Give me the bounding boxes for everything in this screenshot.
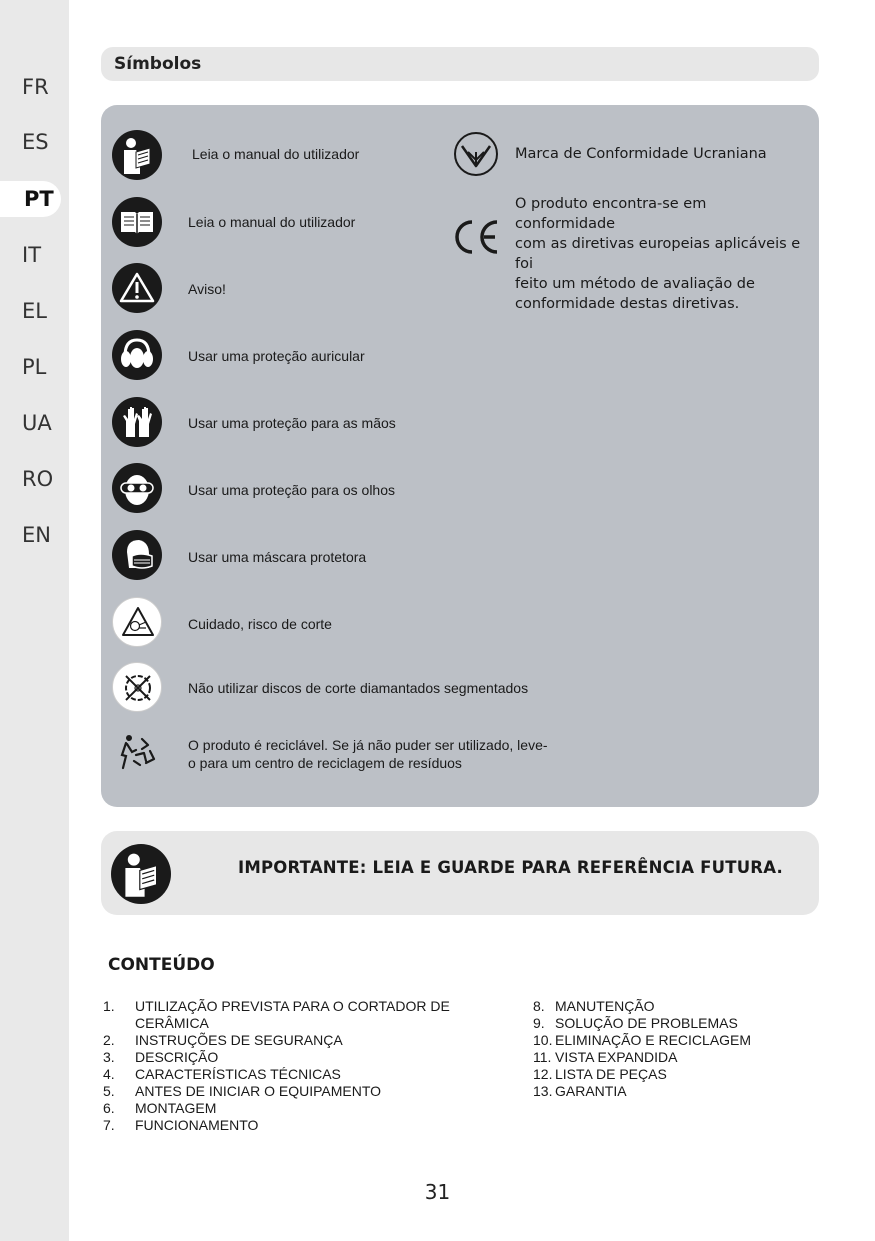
toc-text: SOLUÇÃO DE PROBLEMAS: [555, 1015, 738, 1031]
eye-protection-goggles-icon: [112, 463, 162, 513]
toc-number: 8.: [533, 998, 545, 1014]
symbol-label: Cuidado, risco de corte: [188, 616, 332, 632]
read-manual-person-icon: [111, 844, 171, 904]
toc-number: 5.: [103, 1083, 115, 1099]
toc-number: 9.: [533, 1015, 545, 1031]
toc-item[interactable]: [103, 1083, 483, 1100]
toc-item[interactable]: [533, 1015, 823, 1032]
symbol-label: Usar uma proteção para as mãos: [188, 415, 396, 431]
section-title: Símbolos: [101, 47, 819, 81]
ce-mark-line: feito um método de avaliação de: [515, 276, 755, 292]
toc-item[interactable]: [103, 1066, 483, 1083]
toc-number: 4.: [103, 1066, 115, 1082]
lang-tab-pt[interactable]: PT: [0, 181, 61, 217]
toc-text: INSTRUÇÕES DE SEGURANÇA: [135, 1032, 343, 1048]
toc-number: 13.: [533, 1083, 553, 1099]
lang-tab-en[interactable]: EN: [22, 523, 51, 547]
toc-number: 10.: [533, 1032, 553, 1048]
lang-tab-el[interactable]: EL: [22, 299, 47, 323]
toc-text: CARACTERÍSTICAS TÉCNICAS: [135, 1066, 341, 1082]
open-book-icon: [112, 197, 162, 247]
toc-number: 12.: [533, 1066, 553, 1082]
symbols-panel: [101, 105, 819, 807]
toc-number: 6.: [103, 1100, 115, 1116]
toc-left-column: [103, 998, 483, 1134]
toc-number: 2.: [103, 1032, 115, 1048]
symbol-label: Leia o manual do utilizador: [192, 146, 360, 162]
warning-triangle-icon: [112, 263, 162, 313]
lang-tab-es[interactable]: ES: [22, 130, 49, 154]
toc-item[interactable]: [533, 1066, 823, 1083]
ear-protection-icon: [112, 330, 162, 380]
lang-tab-fr[interactable]: FR: [22, 75, 49, 99]
toc-text: DESCRIÇÃO: [135, 1049, 219, 1065]
cutting-hazard-icon: [112, 597, 162, 647]
ce-mark-description: [515, 194, 811, 314]
toc-number: 7.: [103, 1117, 115, 1133]
language-sidebar: [0, 0, 69, 1241]
contents-title: CONTEÚDO: [108, 955, 215, 975]
recycle-icon: [112, 727, 162, 777]
toc-number: 1.: [103, 998, 115, 1014]
symbol-label: Leia o manual do utilizador: [188, 214, 356, 230]
toc-number: 11.: [533, 1049, 552, 1065]
toc-text: VISTA EXPANDIDA: [555, 1049, 678, 1065]
toc-item[interactable]: [103, 1117, 483, 1134]
toc-text: MANUTENÇÃO: [555, 998, 655, 1014]
read-manual-person-icon: [112, 130, 162, 180]
important-notice: [101, 831, 819, 915]
toc-item[interactable]: [533, 1049, 823, 1066]
toc-text: FUNCIONAMENTO: [135, 1117, 259, 1133]
symbol-label-line: O produto é reciclável. Se já não puder ser utilizado, leve-: [188, 737, 548, 753]
important-text: IMPORTANTE: LEIA E GUARDE PARA REFERÊNCIA FUTURA.: [238, 858, 783, 877]
toc-item[interactable]: [533, 1083, 823, 1100]
toc-text-continued: CERÂMICA: [135, 1015, 209, 1031]
toc-item[interactable]: [103, 998, 483, 1032]
toc-item[interactable]: [103, 1049, 483, 1066]
symbol-label: Não utilizar discos de corte diamantados segmentados: [188, 680, 529, 696]
hand-protection-gloves-icon: [112, 397, 162, 447]
lang-tab-ua[interactable]: UA: [22, 411, 52, 435]
toc-item[interactable]: [103, 1100, 483, 1117]
ce-mark-line: conformidade destas diretivas.: [515, 296, 740, 312]
symbol-label: Usar uma máscara protetora: [188, 549, 367, 565]
ukrainian-conformity-mark-icon: [452, 130, 500, 178]
toc-text: ANTES DE INICIAR O EQUIPAMENTO: [135, 1083, 382, 1099]
toc-item[interactable]: [103, 1032, 483, 1049]
protective-mask-icon: [112, 530, 162, 580]
no-segmented-diamond-disc-icon: [112, 662, 162, 712]
toc-number: 3.: [103, 1049, 115, 1065]
lang-tab-it[interactable]: IT: [22, 243, 42, 267]
ce-mark-line: O produto encontra-se em conformidade: [515, 196, 707, 232]
toc-right-column: [533, 998, 823, 1100]
lang-tab-pl[interactable]: PL: [22, 355, 47, 379]
toc-text: LISTA DE PEÇAS: [555, 1066, 667, 1082]
toc-text: GARANTIA: [555, 1083, 627, 1099]
toc-item[interactable]: [533, 1032, 823, 1049]
ce-mark-icon: [451, 217, 501, 257]
symbol-label: Aviso!: [188, 281, 226, 297]
toc-text: MONTAGEM: [135, 1100, 217, 1116]
lang-tab-ro[interactable]: RO: [22, 467, 54, 491]
toc-text: UTILIZAÇÃO PREVISTA PARA O CORTADOR DE: [135, 998, 450, 1014]
toc-text: ELIMINAÇÃO E RECICLAGEM: [555, 1032, 752, 1048]
ce-mark-line: com as diretivas europeias aplicáveis e foi: [515, 236, 801, 272]
symbol-label: Usar uma proteção auricular: [188, 348, 365, 364]
ukrainian-mark-label: Marca de Conformidade Ucraniana: [515, 146, 767, 162]
symbol-label: Usar uma proteção para os olhos: [188, 482, 395, 498]
toc-item[interactable]: [533, 998, 823, 1015]
symbol-label-recycle: [188, 736, 548, 772]
page-number: 31: [424, 1180, 451, 1204]
symbol-label-line: o para um centro de reciclagem de resíduos: [188, 755, 462, 771]
